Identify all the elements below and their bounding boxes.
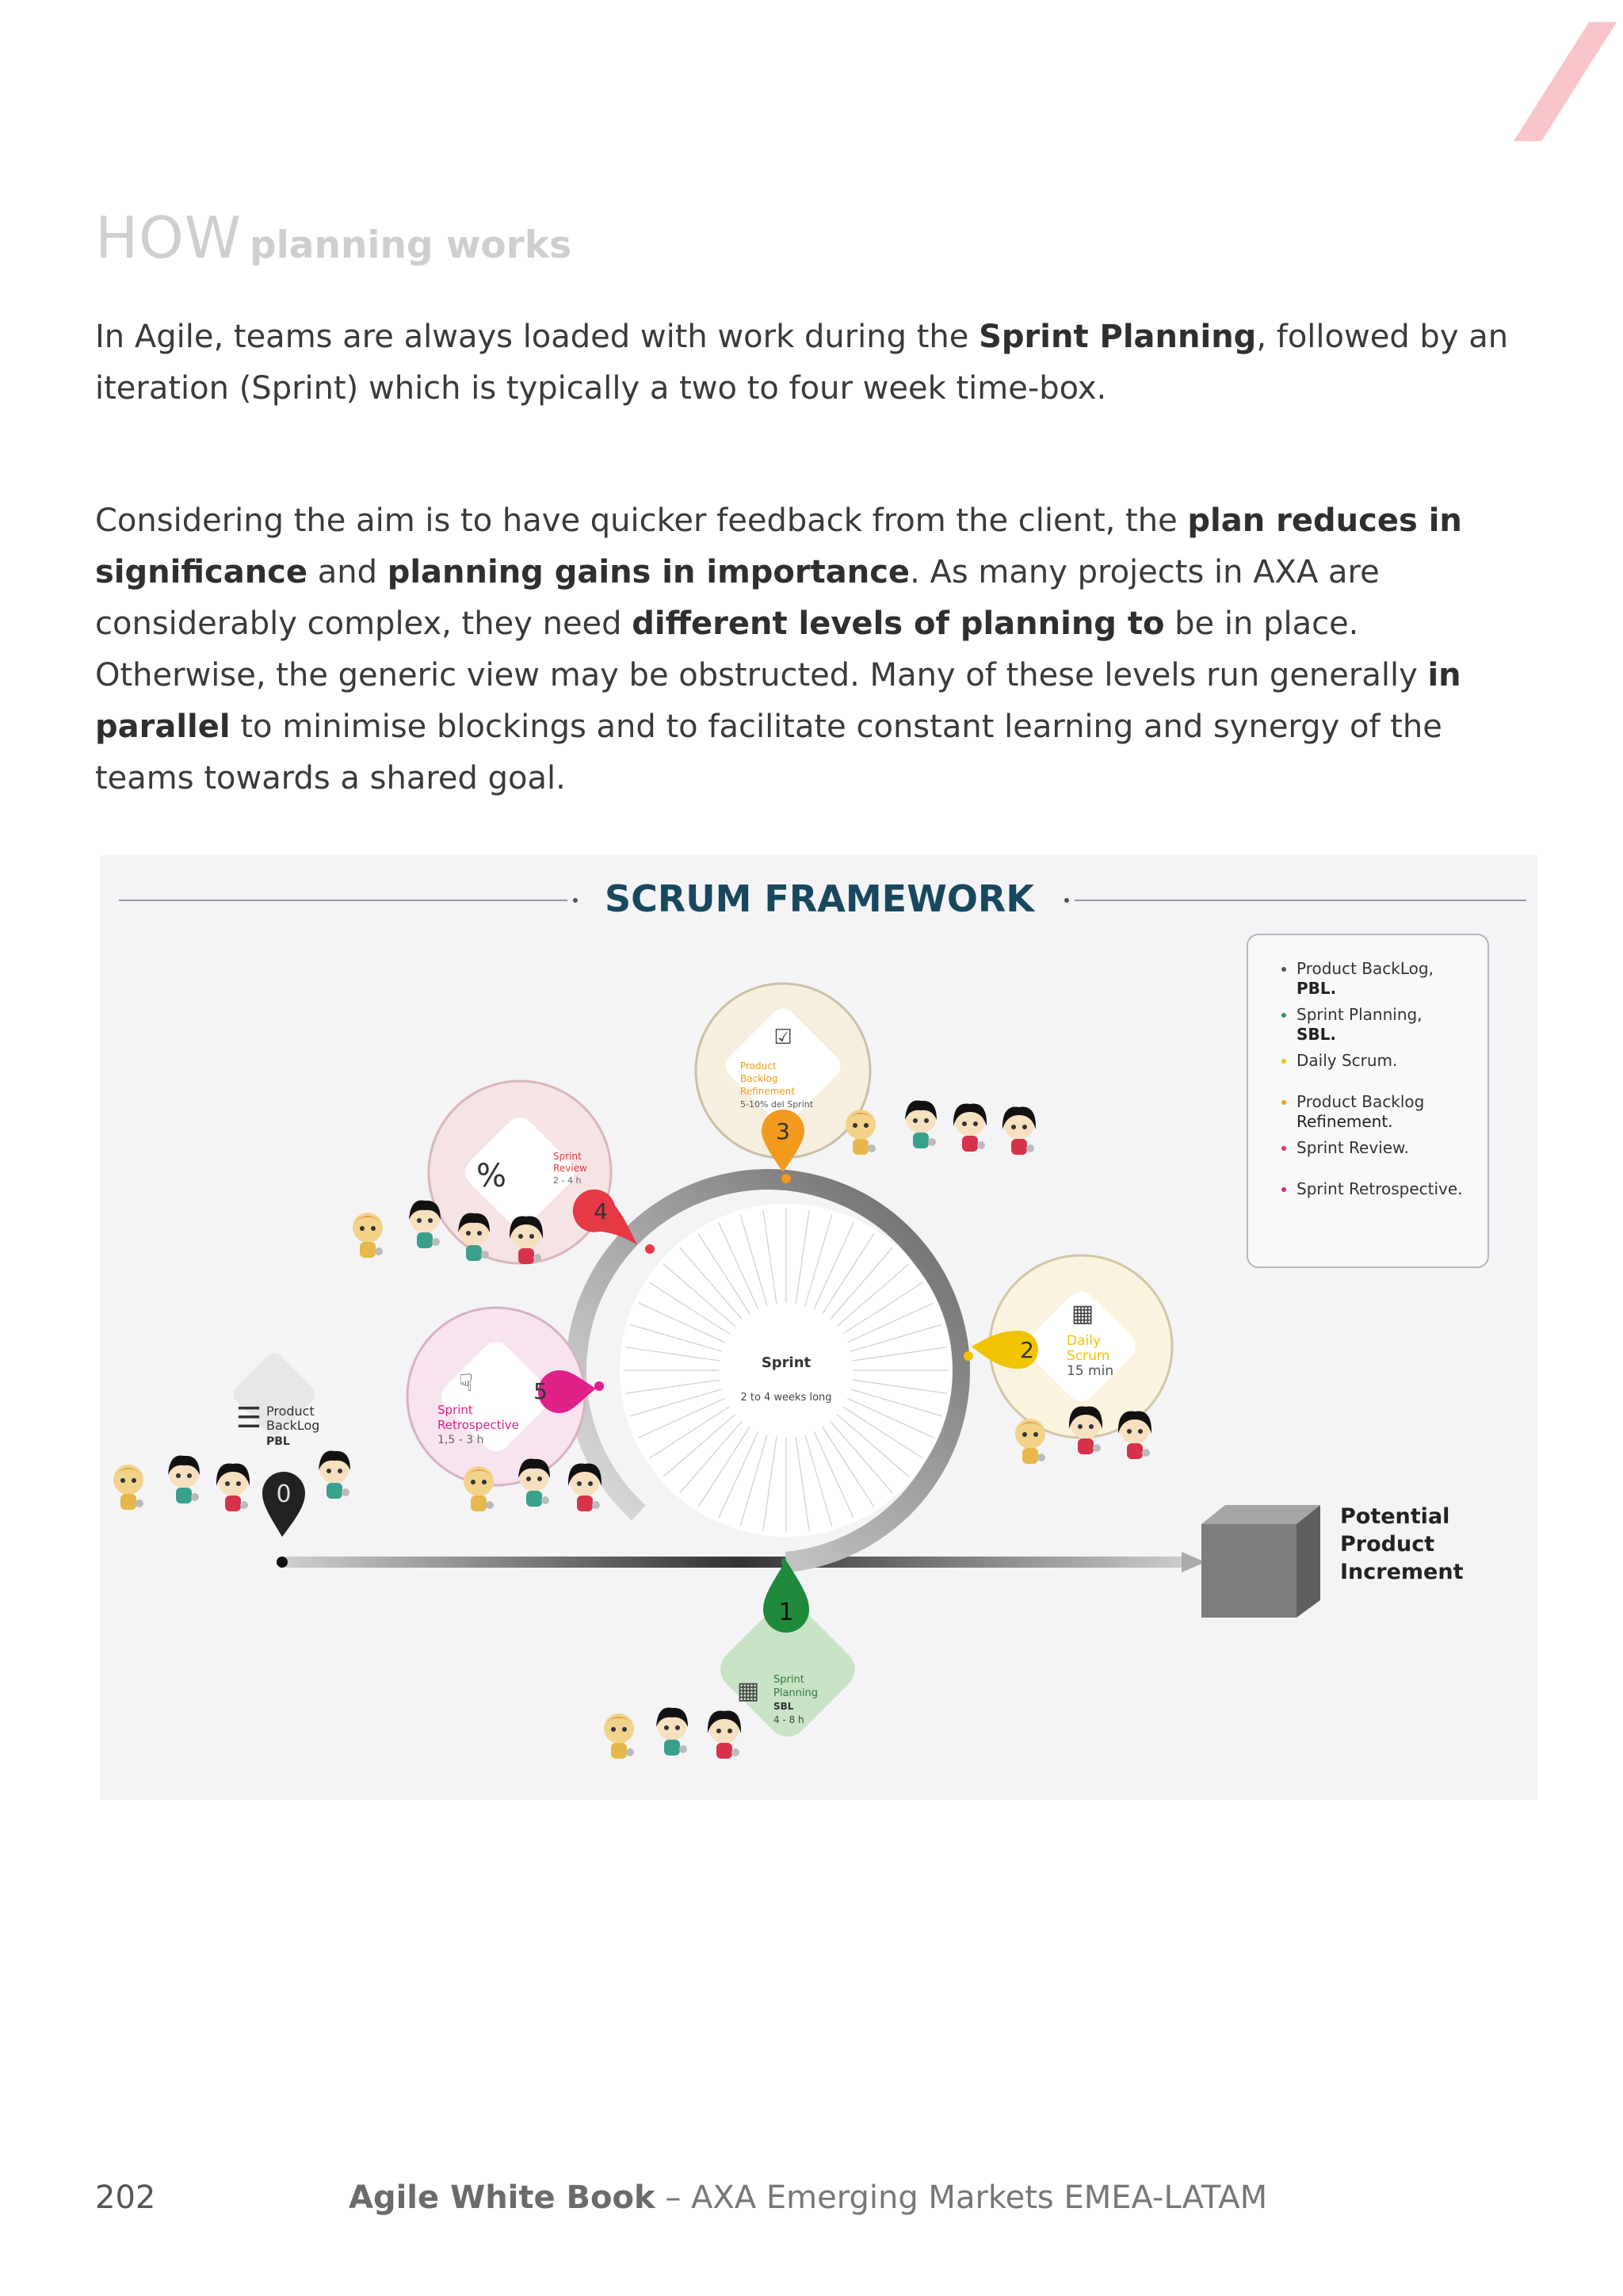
svg-text:Daily: Daily [1067,1333,1102,1349]
sprint-sub: 2 to 4 weeks long [740,1392,832,1404]
svg-text:Product BackLog,: Product BackLog, [1296,959,1434,978]
corner-slash-decoration [1514,22,1617,141]
daily-calendar-icon: ▦ [1071,1300,1094,1328]
sprint-cycle [576,1174,973,1562]
legend-item [1281,1179,1463,1198]
svg-text:Sprint: Sprint [553,1151,582,1162]
svg-text:5: 5 [533,1378,548,1404]
svg-text:Product: Product [1340,1532,1435,1557]
svg-text:Potential: Potential [1340,1504,1450,1529]
svg-text:Sprint Review.: Sprint Review. [1296,1138,1409,1157]
svg-text:Sprint Retrospective.: Sprint Retrospective. [1296,1179,1463,1198]
svg-text:2 - 4 h: 2 - 4 h [553,1175,582,1186]
retro-icon: ☟ [458,1370,474,1397]
svg-text:Retrospective: Retrospective [437,1418,519,1432]
page-number: 202 [95,2179,156,2216]
svg-text:2: 2 [1020,1337,1034,1363]
pbl-list-icon: ☰ [235,1402,262,1435]
svg-text:5-10% del Sprint: 5-10% del Sprint [740,1099,814,1110]
svg-text:1,5 - 3 h: 1,5 - 3 h [437,1434,484,1446]
scrum-framework-figure [100,855,1537,1800]
sprint-label: Sprint [761,1354,812,1371]
svg-text:Refinement.: Refinement. [1296,1112,1393,1131]
heading-small: planning works [250,223,572,267]
review-icon: % [475,1158,507,1194]
title-dot-right [1064,898,1069,903]
heading-big: HOW [95,204,242,271]
svg-text:Planning: Planning [773,1687,818,1699]
planning-calendar-icon: ▦ [736,1677,760,1705]
book-title: Agile White Book – AXA Emerging Markets EMEA-LATAM [349,2179,1268,2216]
legend-item [1281,1051,1397,1070]
svg-text:Backlog: Backlog [740,1073,778,1084]
svg-text:3: 3 [776,1118,790,1144]
svg-text:PBL: PBL [266,1435,290,1448]
figure-title: SCRUM FRAMEWORK [604,877,1035,920]
svg-text:PBL.: PBL. [1296,979,1337,998]
svg-text:SBL: SBL [773,1701,794,1712]
svg-text:Product Backlog: Product Backlog [1296,1092,1425,1111]
svg-text:Sprint: Sprint [773,1674,804,1686]
svg-text:4: 4 [594,1198,608,1224]
svg-text:Review: Review [553,1163,587,1174]
potential-product-increment [1201,1504,1464,1618]
intro-paragraph: In Agile, teams are always loaded with work during the Sprint Planning, followed by an iteration (Sprint) which is typically a two to four week time-box. [95,319,1509,407]
svg-text:4 - 8 h: 4 - 8 h [773,1714,804,1725]
node-daily [972,1255,1172,1438]
planning-paragraph: Considering the aim is to have quicker feedback from the client, the plan reduces in significance and planning gains in importance. As many projects in AXA are considerably complex, they need different levels of planning to be in place. Otherwise, the generic view may be obstructed. Many of these levels run generally in parallel to minimise blockings and to facilitate constant learning and synergy of the teams towards a shared goal. [95,502,1462,797]
svg-text:15 min: 15 min [1067,1363,1114,1379]
svg-text:Refinement: Refinement [740,1086,796,1097]
page-heading [95,204,571,271]
svg-text:Product: Product [266,1404,315,1419]
node-refinement [696,984,870,1172]
svg-text:SBL.: SBL. [1296,1025,1336,1044]
title-dot-left [573,898,578,903]
timeline-bar [277,1552,1205,1572]
svg-text:BackLog: BackLog [266,1418,320,1433]
svg-text:Daily Scrum.: Daily Scrum. [1296,1051,1398,1070]
legend-box [1247,934,1488,1267]
svg-text:1: 1 [778,1599,794,1626]
node-retro [407,1308,596,1485]
svg-text:Scrum: Scrum [1067,1348,1110,1364]
legend-item [1281,1138,1409,1157]
svg-text:Increment: Increment [1340,1560,1464,1584]
svg-text:0: 0 [276,1480,292,1508]
svg-text:Sprint Planning,: Sprint Planning, [1296,1005,1423,1024]
svg-text:Product: Product [740,1060,777,1072]
refinement-icon: ☑ [773,1026,792,1049]
svg-text:Sprint: Sprint [437,1403,473,1417]
